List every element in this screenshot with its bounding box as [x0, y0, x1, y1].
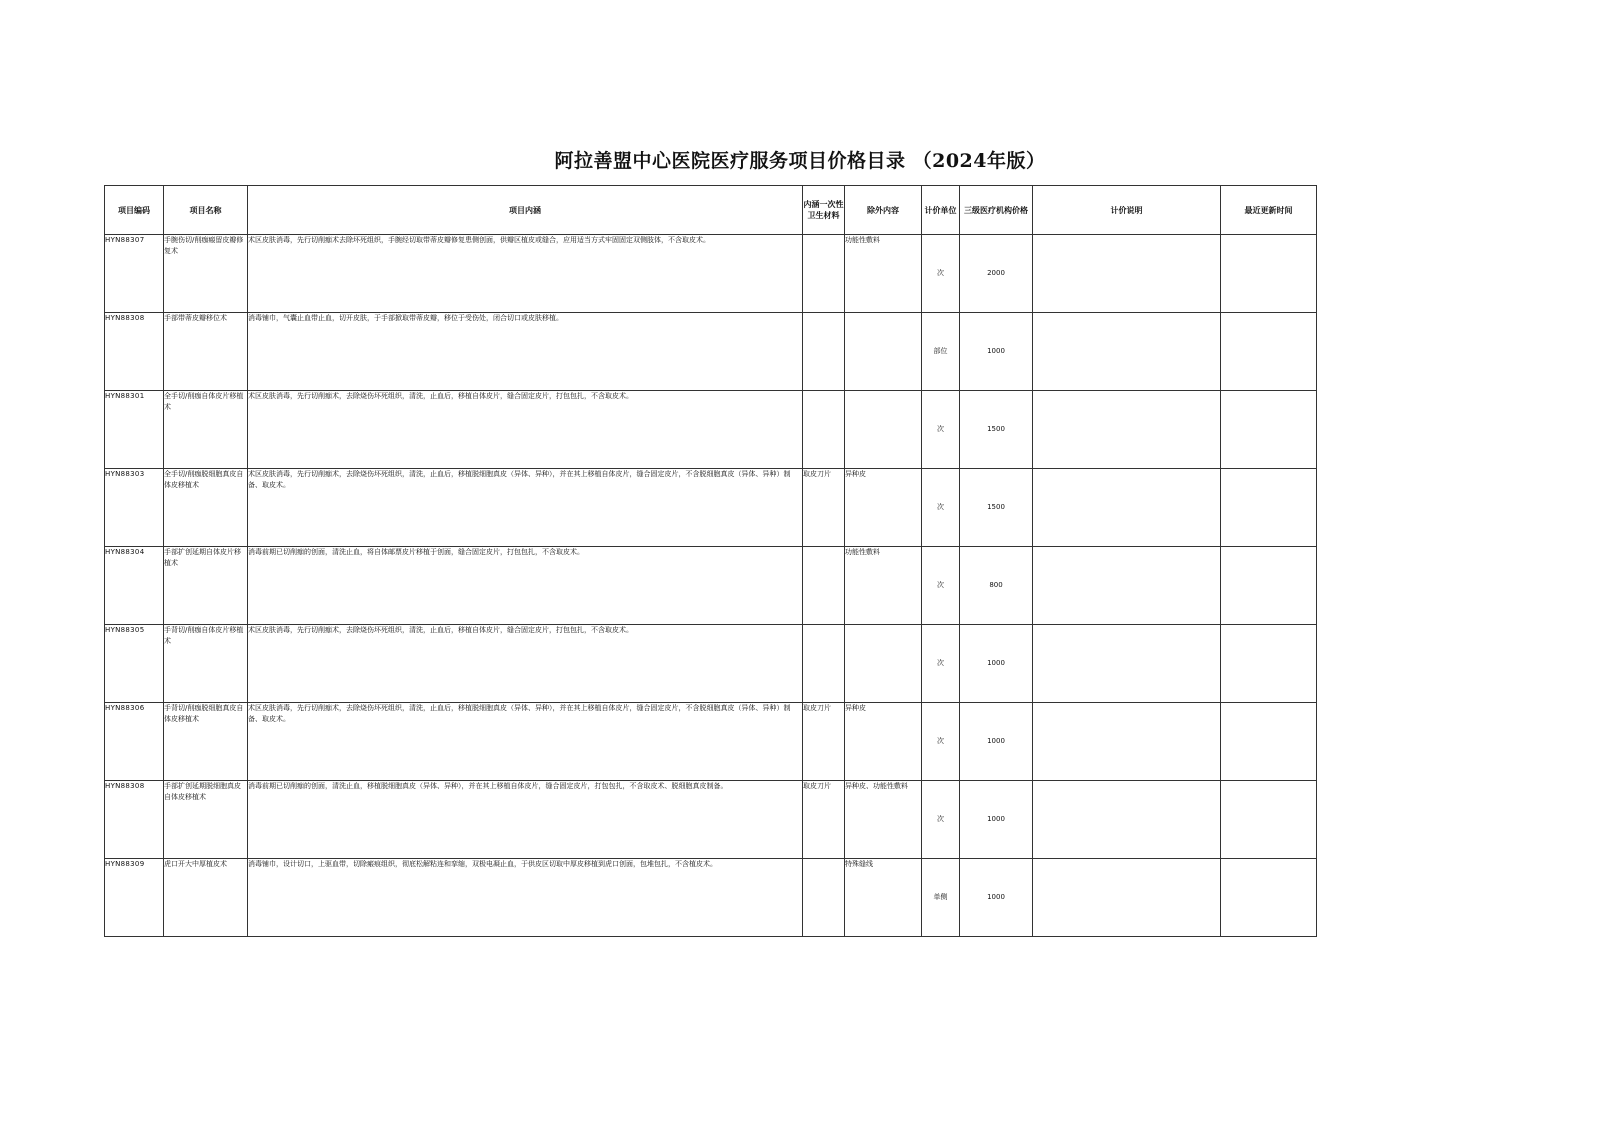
cell-updated [1221, 313, 1317, 391]
cell-note [1033, 469, 1221, 547]
cell-code: HYN88308 [105, 313, 164, 391]
table-row [105, 625, 1317, 703]
cell-name: 虎口开大中厚植皮术 [164, 859, 248, 937]
header-price: 三级医疗机构价格 [960, 186, 1033, 235]
cell-code: HYN88307 [105, 235, 164, 313]
cell-code: HYN88304 [105, 547, 164, 625]
header-material: 内涵一次性卫生材料 [803, 186, 845, 235]
cell-code: HYN88309 [105, 859, 164, 937]
cell-unit: 部位 [922, 313, 960, 391]
cell-name: 手部扩创延期脱细胞真皮自体皮移植术 [164, 781, 248, 859]
cell-note [1033, 625, 1221, 703]
cell-price: 1000 [960, 313, 1033, 391]
cell-unit: 次 [922, 391, 960, 469]
cell-note [1033, 313, 1221, 391]
cell-except [845, 391, 922, 469]
header-name: 项目名称 [164, 186, 248, 235]
table-row [105, 547, 1317, 625]
cell-content: 消毒前期已切削痂的创面，清洗止血，将自体邮票皮片移植于创面，缝合固定皮片，打包包扎，不含取皮术。 [248, 547, 803, 625]
cell-unit: 次 [922, 703, 960, 781]
cell-updated [1221, 781, 1317, 859]
cell-name: 手背切/削痂自体皮片移植术 [164, 625, 248, 703]
cell-code: HYN88301 [105, 391, 164, 469]
cell-updated [1221, 235, 1317, 313]
cell-material [803, 313, 845, 391]
cell-content: 消毒前期已切削痂的创面，清洗止血，移植脱细胞真皮（异体、异种），并在其上移植自体皮片，缝合固定皮片，打包包扎，不含取皮术、脱细胞真皮制备。 [248, 781, 803, 859]
cell-note [1033, 391, 1221, 469]
cell-content: 消毒铺巾，气囊止血带止血，切开皮肤，于手部掀取带蒂皮瓣，移位于受伤处，闭合切口或皮肤移植。 [248, 313, 803, 391]
cell-note [1033, 781, 1221, 859]
cell-content: 术区皮肤消毒，先行切削痂术，去除烧伤坏死组织，清洗，止血后，移植脱细胞真皮（异体、异种），并在其上移植自体皮片，缝合固定皮片，不含脱细胞真皮（异体、异种）制备、取皮术。 [248, 469, 803, 547]
cell-price: 1000 [960, 703, 1033, 781]
header-note: 计价说明 [1033, 186, 1221, 235]
cell-updated [1221, 703, 1317, 781]
cell-name: 手部带蒂皮瓣移位术 [164, 313, 248, 391]
cell-material [803, 625, 845, 703]
cell-name: 手背切/削痂脱细胞真皮自体皮移植术 [164, 703, 248, 781]
cell-unit: 次 [922, 547, 960, 625]
cell-unit: 单侧 [922, 859, 960, 937]
cell-material [803, 235, 845, 313]
cell-unit: 次 [922, 235, 960, 313]
cell-code: HYN88308 [105, 781, 164, 859]
table-row [105, 235, 1317, 313]
table-header-row [105, 186, 1317, 235]
cell-price: 1500 [960, 469, 1033, 547]
cell-name: 全手切/削痂脱细胞真皮自体皮移植术 [164, 469, 248, 547]
table-row [105, 313, 1317, 391]
cell-code: HYN88305 [105, 625, 164, 703]
cell-except: 异种皮、功能性敷料 [845, 781, 922, 859]
cell-updated [1221, 391, 1317, 469]
cell-unit: 次 [922, 781, 960, 859]
table-row [105, 703, 1317, 781]
cell-name: 全手切/削痂自体皮片移植术 [164, 391, 248, 469]
cell-price: 1000 [960, 625, 1033, 703]
cell-name: 手部扩创延期自体皮片移植术 [164, 547, 248, 625]
cell-material [803, 391, 845, 469]
cell-except: 功能性敷料 [845, 547, 922, 625]
header-content: 项目内涵 [248, 186, 803, 235]
cell-price: 1500 [960, 391, 1033, 469]
cell-price: 1000 [960, 781, 1033, 859]
cell-content: 术区皮肤消毒，先行切削痂术，去除烧伤坏死组织，清洗，止血后，移植自体皮片，缝合固定皮片，打包包扎，不含取皮术。 [248, 391, 803, 469]
cell-material: 取皮刀片 [803, 703, 845, 781]
header-updated: 最近更新时间 [1221, 186, 1317, 235]
cell-code: HYN88306 [105, 703, 164, 781]
cell-updated [1221, 547, 1317, 625]
cell-except: 异种皮 [845, 469, 922, 547]
cell-content: 术区皮肤消毒，先行切削痂术，去除烧伤坏死组织，清洗，止血后，移植脱细胞真皮（异体、异种），并在其上移植自体皮片，缝合固定皮片，不含脱细胞真皮（异体、异种）制备、取皮术。 [248, 703, 803, 781]
table-row [105, 469, 1317, 547]
header-code: 项目编码 [105, 186, 164, 235]
cell-note [1033, 703, 1221, 781]
header-unit: 计价单位 [922, 186, 960, 235]
table-row [105, 391, 1317, 469]
cell-except [845, 313, 922, 391]
cell-price: 1000 [960, 859, 1033, 937]
cell-material [803, 547, 845, 625]
cell-content: 消毒铺巾，设计切口，上驱血带，切除瘢痕组织，彻底松解粘连和挛缩，双极电凝止血，于供皮区切取中厚皮移植到虎口创面，包堆包扎，不含植皮术。 [248, 859, 803, 937]
cell-material: 取皮刀片 [803, 469, 845, 547]
cell-updated [1221, 859, 1317, 937]
header-except: 除外内容 [845, 186, 922, 235]
cell-except [845, 625, 922, 703]
cell-content: 术区皮肤消毒，先行切削痂术，去除烧伤坏死组织，清洗，止血后，移植自体皮片，缝合固定皮片，打包包扎，不含取皮术。 [248, 625, 803, 703]
cell-price: 2000 [960, 235, 1033, 313]
cell-note [1033, 235, 1221, 313]
cell-updated [1221, 469, 1317, 547]
cell-except: 特殊缝线 [845, 859, 922, 937]
cell-code: HYN88303 [105, 469, 164, 547]
cell-material: 取皮刀片 [803, 781, 845, 859]
cell-name: 手腕伤切/削痂瘢留皮瓣修复术 [164, 235, 248, 313]
cell-note [1033, 547, 1221, 625]
cell-price: 800 [960, 547, 1033, 625]
cell-unit: 次 [922, 625, 960, 703]
cell-except: 异种皮 [845, 703, 922, 781]
price-catalog-table [104, 185, 1317, 937]
cell-material [803, 859, 845, 937]
cell-except: 功能性敷料 [845, 235, 922, 313]
table-row [105, 781, 1317, 859]
cell-updated [1221, 625, 1317, 703]
cell-note [1033, 859, 1221, 937]
table-row [105, 859, 1317, 937]
cell-content: 术区皮肤消毒，先行切削痂术去除坏死组织，手腕经切取带蒂皮瓣修复患侧创面，供瓣区植皮或缝合，应用适当方式牢固固定双侧肢体，不含取皮术。 [248, 235, 803, 313]
document-title: 阿拉善盟中心医院医疗服务项目价格目录 （2024年版） [554, 150, 1046, 172]
cell-unit: 次 [922, 469, 960, 547]
